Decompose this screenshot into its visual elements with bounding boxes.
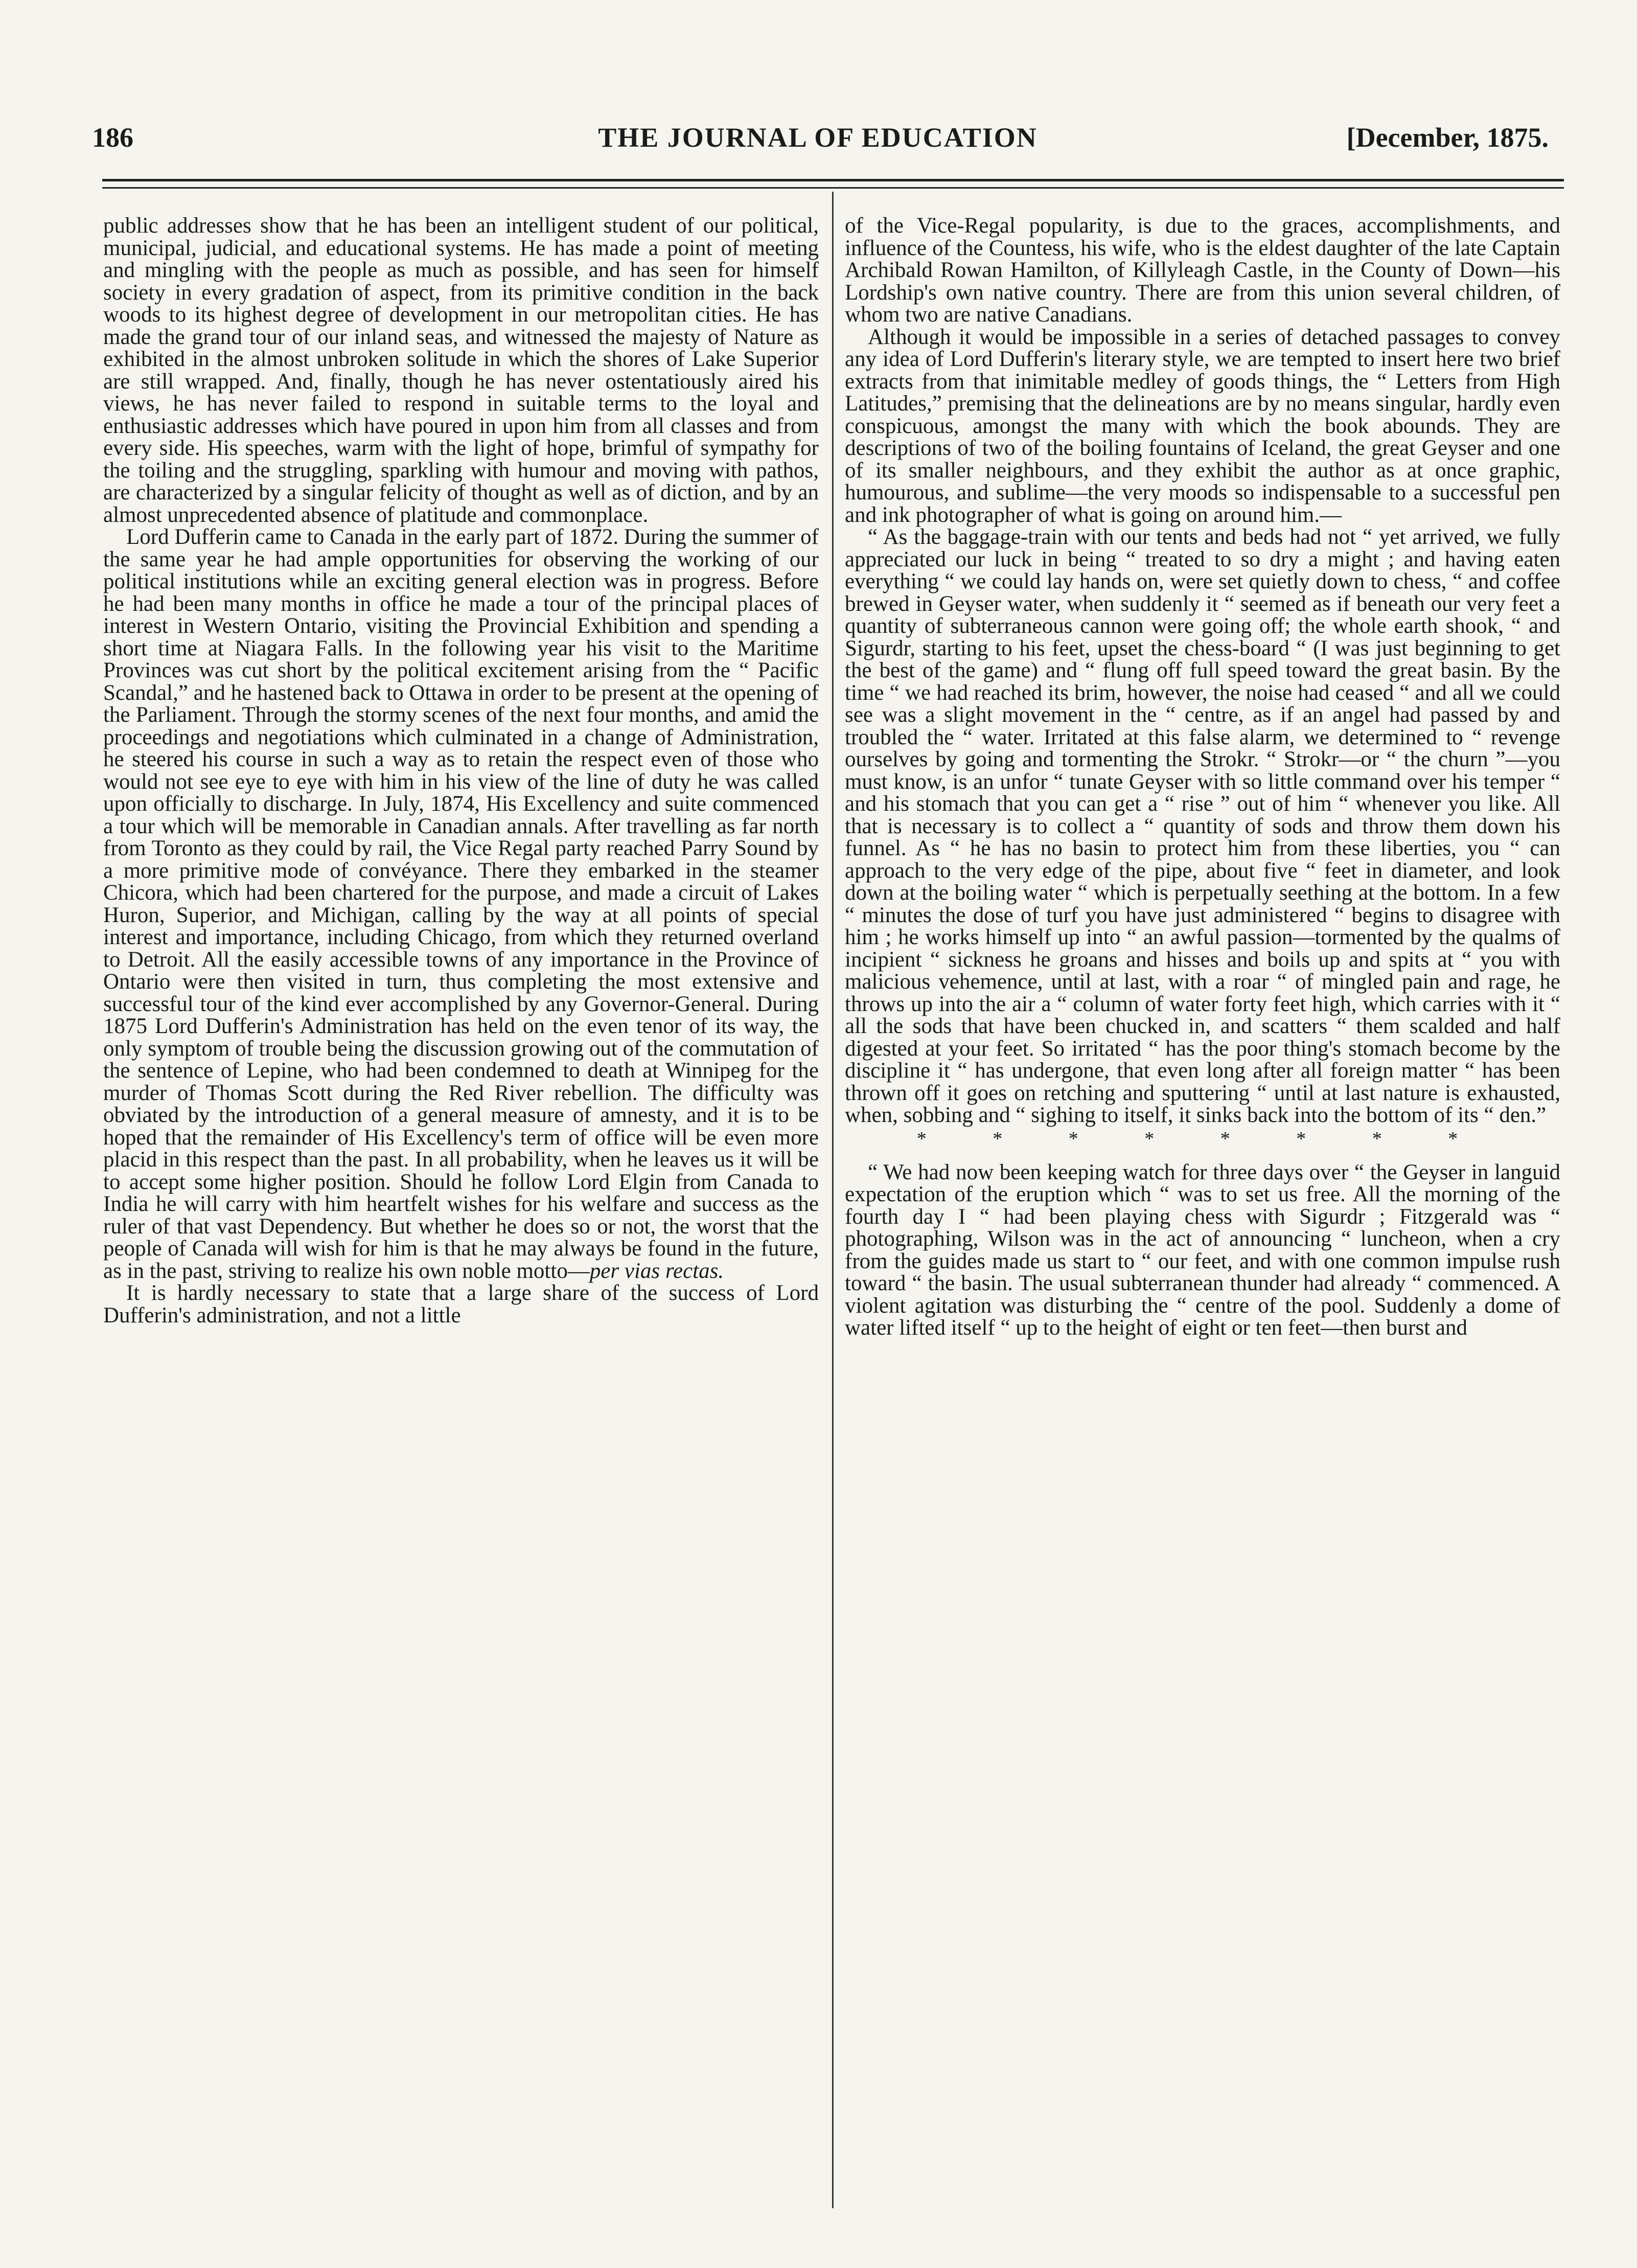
right-column bbox=[845, 215, 1560, 1339]
left-column bbox=[103, 215, 819, 1326]
paragraph: It is hardly necessary to state that a large share of the success of Lord Dufferin's administration, and not a little bbox=[103, 1281, 819, 1327]
quotation-strokr: “ As the baggage-train with our tents and beds had not “ yet arrived, we fully appreciated our luck in being “ treated to so dry a might ; and having eaten everything “ we could lay hands on, were set quietly down to chess, “ and coffee brewed in Geyser water, when suddenly it “ seemed as if beneath our very feet a quantity of subterraneous cannon were going off; the whole earth shook, “ and Sigurdr, starting to his feet, upset the chess-board “ (I was just beginning to get the best of the game) and “ flung off full speed toward the great basin. By the time “ we had reached its brim, however, the noise had ceased “ and all we could see was a slight movement in the “ centre, as if an angel had passed by and troubled the “ water. Irritated at this false alarm, we determined to “ revenge ourselves by going and tormenting the Strokr. “ Strokr—or “ the churn ”—you must know, is an unfor “ tunate Geyser with so little command over his temper “ and his stomach that you can get a “ rise ” out of him “ whenever you like. All that is necessary is to collect a “ quantity of sods and throw them down his funnel. As “ he has no basin to protect him from these liberties, you “ can approach to the very edge of the pipe, about five “ feet in diameter, and look down at the boiling water “ which is perpetually seething at the bottom. In a few “ minutes the dose of turf you have just administered “ begins to disagree with him ; he works himself up into “ an awful passion—tormented by the qualms of incipient “ sickness he groans and hisses and boils up and spits at “ you with malicious vehemence, until at last, with a roar “ of mingled pain and rage, he throws up into the air a “ column of water forty feet high, which carries with it “ all the sods that have been chucked in, and scatters “ them scalded and half digested at your feet. So irritated “ has the poor thing's stomach become by the discipline it “ has undergone, that even long after all foreign matter “ has been thrown off it goes on retching and sputtering “ until at last nature is exhausted, when, sobbing and “ sighing to itself, it sinks back into the bottom of its “ den.” bbox=[845, 525, 1560, 1127]
column-divider bbox=[832, 192, 834, 2208]
quotation-geyser: “ We had now been keeping watch for three days over “ the Geyser in languid expectation of the eruption which “ was to set us free. All the morning of the fourth day I “ had been playing chess with Sigurdr ; Fitzgerald was “ photographing, Wilson was in the act of announcing “ luncheon, when a cry from the guides made us start to “ our feet, and with one common impulse rush toward “ the basin. The usual subterranean thunder had already “ commenced. A violent agitation was disturbing the “ centre of the pool. Suddenly a dome of water lifted itself “ up to the height of eight or ten feet—then burst and bbox=[845, 1160, 1560, 1340]
page-number: 186 bbox=[92, 122, 133, 153]
paragraph bbox=[103, 526, 819, 1282]
section-break-stars: * * * * * * * * bbox=[916, 1128, 1489, 1150]
paragraph: public addresses show that he has been an intelligent student of our political, municipal, judicial, and educational systems. He has made a point of meeting and mingling with the people as much as possible, and has seen for himself society in every gradation of aspect, from its primitive condition in the back woods to its highest degree of development in our metropolitan cities. He has made the grand tour of our inland seas, and witnessed the majesty of Nature as exhibited in the almost unbroken solitude in which the shores of Lake Superior are still wrapped. And, finally, though he has never ostentatiously aired his views, he has never failed to respond in suitable terms to the loyal and enthusiastic addresses which have poured in upon him from all classes and from every side. His speeches, warm with the light of hope, brimful of sympathy for the toiling and the struggling, sparkling with humour and moving with pathos, are characterized by a singular felicity of thought as well as of diction, and by an almost unprecedented absence of platitude and commonplace. bbox=[103, 214, 819, 527]
running-header bbox=[72, 122, 1564, 168]
header-rule-thin bbox=[102, 187, 1564, 189]
motto: per vias rectas. bbox=[589, 1258, 724, 1283]
header-rule-thick bbox=[102, 179, 1564, 181]
paragraph: of the Vice-Regal popularity, is due to the graces, accomplishments, and influence of the Countess, his wife, who is the eldest daughter of the late Captain Archibald Rowan Hamilton, of Killyleagh Castle, in the County of Down—his Lordship's own native country. There are from this union several children, of whom two are native Canadians. bbox=[845, 214, 1560, 327]
journal-title: THE JOURNAL OF EDUCATION bbox=[598, 122, 1037, 153]
issue-date: [December, 1875. bbox=[1346, 122, 1549, 153]
paragraph: Although it would be impossible in a series of detached passages to convey any idea of Lord Dufferin's literary style, we are tempted to insert here two brief extracts from that inimitable medley of goods things, the “ Letters from High Latitudes,” premising that the delineations are by no means singular, hardly even conspicuous, amongst the many with which the book abounds. They are descriptions of two of the boiling fountains of Iceland, the great Geyser and one of its smaller neighbours, and they exhibit the author as at once graphic, humourous, and sublime—the very moods so indispensable to a successful pen and ink photographer of what is going on around him.— bbox=[845, 325, 1560, 527]
paragraph-text: Lord Dufferin came to Canada in the early part of 1872. During the summer of the same year he had ample opportunities for observing the working of our political institutions while an exciting general election was in progress. Before he had been many months in office he made a tour of the principal places of interest in Western Ontario, visiting the Provincial Exhibition and spending a short time at Niagara Falls. In the following year his visit to the Maritime Provinces was cut short by the political excitement arising from the “ Pacific Scandal,” and he hastened back to Ottawa in order to be present at the opening of the Parliament. Through the stormy scenes of the next four months, and amid the proceedings and negotiations which culminated in a change of Administration, he steered his course in such a way as to retain the respect even of those who would not see eye to eye with him in his view of the line of duty he was called upon officially to discharge. In July, 1874, His Excellency and suite commenced a tour which will be memorable in Canadian annals. After travelling as far north from Toronto as they could by rail, the Vice Regal party reached Parry Sound by a more primitive mode of convéyance. There they embarked in the steamer Chicora, which had been chartered for the purpose, and made a circuit of Lakes Huron, Superior, and Michigan, calling by the way at all points of special interest and importance, including Chicago, from which they returned overland to Detroit. All the easily accessible towns of any importance in the Province of Ontario were then visited in turn, thus completing the most extensive and successful tour of the kind ever accomplished by any Governor-General. During 1875 Lord Dufferin's Administration has held on the even tenor of its way, the only symptom of trouble being the discussion growing out of the commutation of the sentence of Lepine, who had been condemned to death at Winnipeg for the murder of Thomas Scott during the Red River rebellion. The difficulty was obviated by the introduction of a general measure of amnesty, and it is to be hoped that the remainder of His Excellency's term of office will be even more placid in this respect than the past. In all probability, when he leaves us it will be to accept some higher position. Should he follow Lord Elgin from Canada to India he will carry with him heartfelt wishes for his welfare and success as the ruler of that vast Dependency. But whether he does so or not, the worst that the people of Canada will wish for him is that he may always be found in the future, as in the past, striving to realize his own noble motto— bbox=[103, 525, 819, 1283]
